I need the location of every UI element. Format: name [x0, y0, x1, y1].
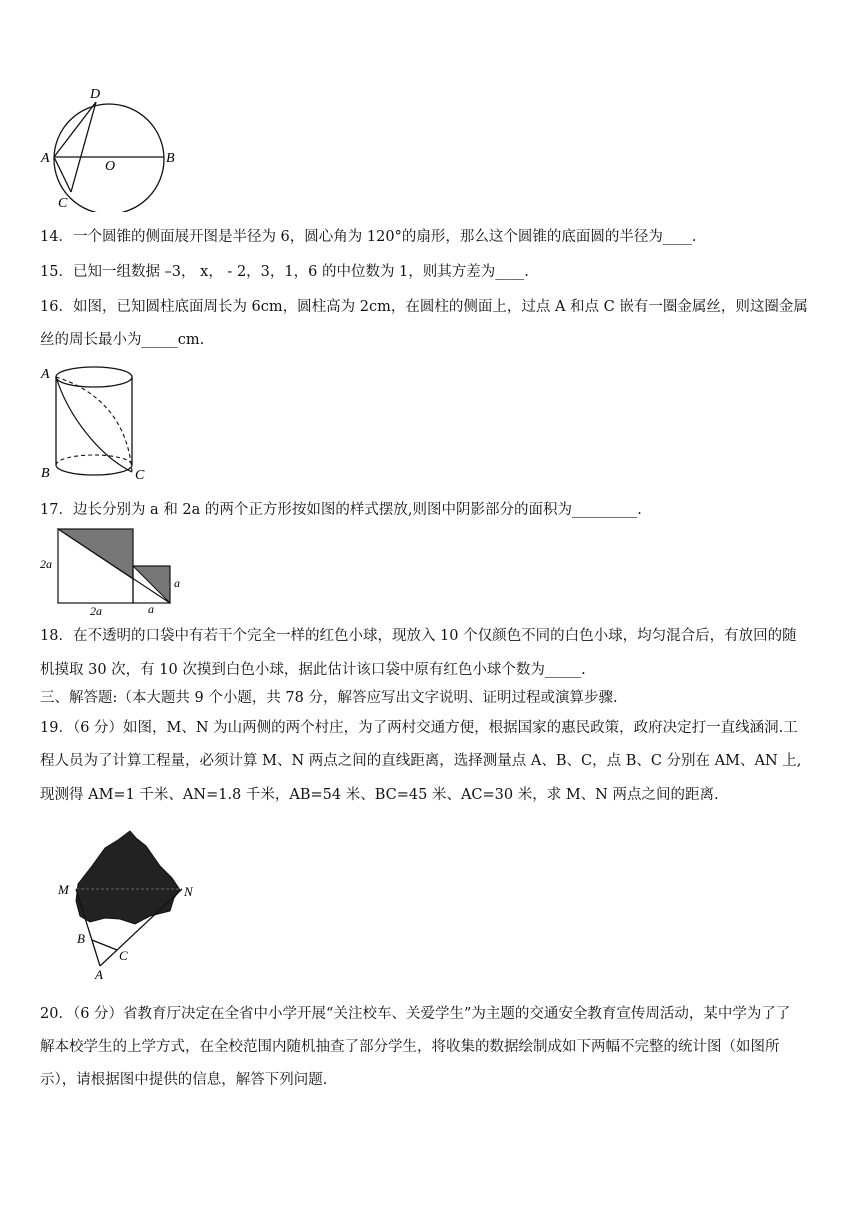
question-19-line2: 程人员为了计算工程量，必须计算 M、N 两点之间的直线距离，选择测量点 A、B、C，点 B、C 分别在 AM、AN 上, [40, 753, 802, 769]
label-c: C [119, 948, 128, 963]
question-20-line3: 示），请根据图中提供的信息，解答下列问题. [40, 1072, 328, 1088]
question-19-line3: 现测得 AM=1 千米、AN=1.8 千米，AB=54 米、BC=45 米、AC=30 米，求 M、N 两点之间的距离. [40, 787, 719, 803]
label-c: C [135, 468, 145, 483]
label-c: C [58, 196, 68, 211]
cylinder-figure [38, 360, 158, 485]
label-b: B [77, 931, 85, 946]
shaded-region-small [133, 566, 170, 603]
label-b: B [166, 151, 175, 166]
mountain-shape [76, 831, 180, 924]
label-n: N [184, 884, 193, 899]
section-3-heading: 三、解答题:（本大题共 9 个小题，共 78 分，解答应写出文字说明、证明过程或演算步骤. [40, 690, 618, 706]
squares-figure [38, 524, 188, 616]
question-20-line2: 解本校学生的上学方式，在全校范围内随机抽查了部分学生，将收集的数据绘制成如下两幅不完整的统计图（如图所 [40, 1039, 780, 1055]
cylinder-bottom-front [56, 465, 132, 475]
chord-ad [54, 102, 96, 157]
question-16-line1: 16．如图，已知圆柱底面周长为 6cm，圆柱高为 2cm，在圆柱的侧面上，过点 A 和点 C 嵌有一圈金属丝，则这圈金属 [40, 299, 808, 315]
question-15: 15．已知一组数据 –3， x， - 2，3，1，6 的中位数为 1，则其方差为____. [40, 264, 529, 280]
circle-figure [38, 82, 188, 212]
label-d: D [90, 87, 101, 102]
cylinder-bottom-back [56, 455, 132, 465]
question-18-line2: 机摸取 30 次，有 10 次摸到白色小球，据此估计该口袋中原有红色小球个数为_____. [40, 662, 586, 678]
question-18-line1: 18．在不透明的口袋中有若干个完全一样的红色小球，现放入 10 个仅颜色不同的白色小球，均匀混合后，有放回的随 [40, 628, 797, 644]
label-b: B [41, 466, 50, 481]
label-a: A [95, 967, 103, 981]
question-16-line2: 丝的周长最小为_____cm. [40, 332, 205, 348]
circle-outline [54, 104, 164, 212]
label-a: A [41, 367, 50, 382]
label-left-2a: 2a [40, 557, 52, 571]
question-14: 14．一个圆锥的侧面展开图是半径为 6，圆心角为 120°的扇形，那么这个圆锥的底面圆的半径为____. [40, 229, 697, 245]
label-bottom-2a: 2a [90, 604, 102, 616]
question-20-line1: 20．（6 分）省教育厅决定在全省中小学开展“关注校车、关爱学生”为主题的交通安全教育宣传周活动，某中学为了了 [40, 1006, 791, 1022]
mountain-figure [50, 826, 200, 981]
label-right-a: a [174, 576, 180, 590]
label-o: O [105, 159, 116, 174]
label-m: M [58, 882, 69, 897]
question-17: 17．边长分别为 a 和 2a 的两个正方形按如图的样式摆放,则图中阴影部分的面积为_________. [40, 502, 642, 518]
question-19-line1: 19．（6 分）如图，M、N 为山两侧的两个村庄，为了两村交通方便，根据国家的惠民政策，政府决定打一直线涵洞.工 [40, 720, 798, 736]
cylinder-top [56, 367, 132, 387]
line-bc [92, 940, 117, 950]
label-bottom-a: a [148, 602, 154, 616]
label-a: A [41, 151, 50, 166]
